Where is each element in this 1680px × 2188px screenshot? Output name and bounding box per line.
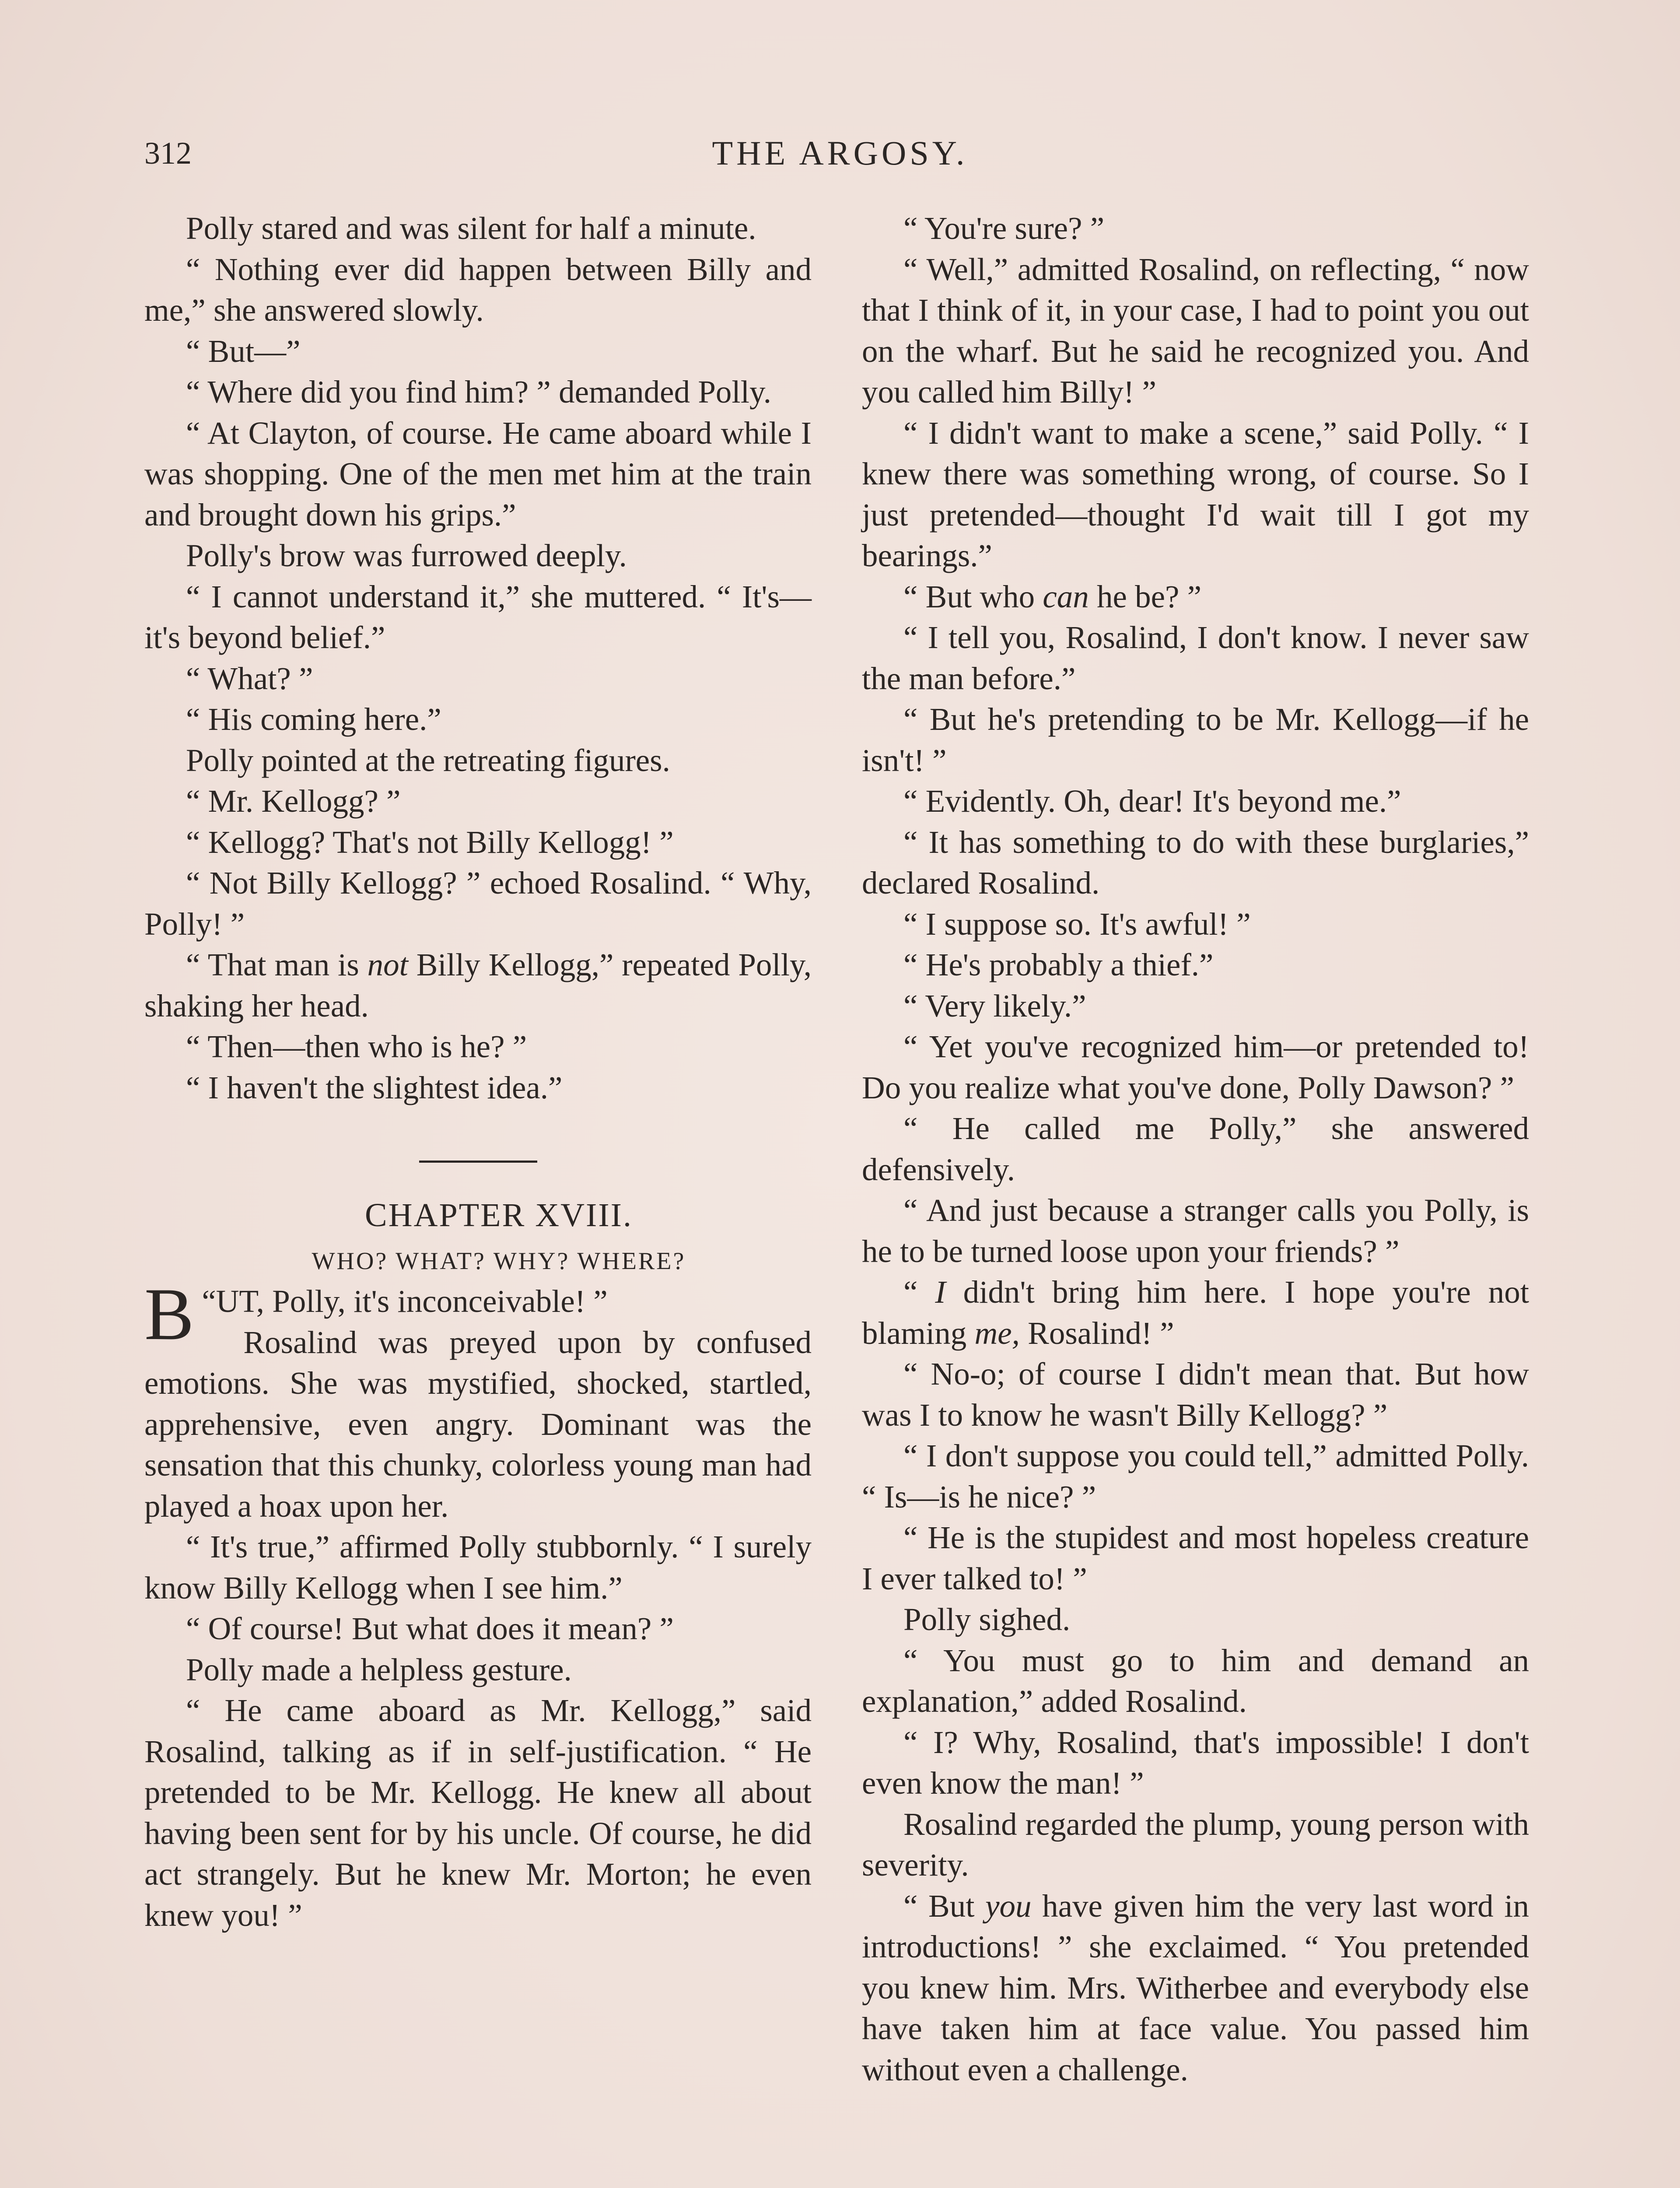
paragraph: “ I don't suppose you could tell,” admitted Polly. “ Is—is he nice? ” — [862, 1438, 1529, 1515]
paragraph: “ Kellogg? That's not Billy Kellogg! ” — [186, 824, 674, 860]
paragraph: “ I? Why, Rosalind, that's impossible! I don't even know the man! ” — [862, 1724, 1529, 1801]
paragraph — [862, 576, 1529, 617]
paragraph: “ I haven't the slightest idea.” — [186, 1069, 563, 1105]
dropcap-letter: B — [144, 1273, 194, 1355]
paragraph: “ Where did you find him? ” demanded Polly. — [186, 374, 771, 410]
paragraph: “ He is the stupidest and most hopeless creature I ever talked to! ” — [862, 1520, 1529, 1596]
text-run: didn't bring him here. I hope you're not blaming — [862, 1274, 1529, 1351]
paragraph — [144, 944, 812, 1026]
page-number: 312 — [144, 136, 192, 171]
paragraph: “ But—” — [186, 333, 301, 369]
dropcap-paragraph — [144, 1273, 812, 1355]
paragraph: “ But he's pretending to be Mr. Kellogg—if he isn't! ” — [862, 701, 1529, 778]
paragraph: “ Of course! But what does it mean? ” — [186, 1611, 674, 1646]
paragraph: “ He came aboard as Mr. Kellogg,” said Rosalind, talking as if in self-justification. “ He pretended to be Mr. Kellogg. He knew all about having been sent for by his uncle. Of course, he did act strangely. But he knew Mr. Morton; he even knew you! ” — [144, 1693, 812, 1933]
paragraph: “ I cannot understand it,” she muttered. “ It's—it's beyond belief.” — [144, 579, 812, 655]
text-run: “ But — [903, 1888, 986, 1924]
paragraph: “ He's probably a thief.” — [903, 947, 1214, 982]
emphasis: not — [367, 947, 408, 982]
text-run: Billy Kellogg,” repeated Polly, shaking her head. — [144, 947, 812, 1024]
paragraph: Rosalind regarded the plump, young person with severity. — [862, 1806, 1529, 1883]
dropcap-text: UT, Polly, it's inconceivable! ” — [216, 1283, 608, 1319]
paragraph: “ You must go to him and demand an explanation,” added Rosalind. — [862, 1642, 1529, 1719]
dropcap-quote: “ — [202, 1283, 216, 1319]
paragraph: Polly pointed at the retreating figures. — [186, 742, 670, 778]
paragraph: “ No-o; of course I didn't mean that. But how was I to know he wasn't Billy Kellogg? ” — [862, 1356, 1529, 1433]
paragraph: “ Yet you've recognized him—or pretended to! Do you realize what you've done, Polly Dawson? ” — [862, 1029, 1529, 1105]
left-column — [144, 208, 812, 1936]
text-run: “ But who — [903, 579, 1043, 614]
paragraph: “ I didn't want to make a scene,” said Polly. “ I knew there was something wrong, of course. So I just pretended—thought I'd wait till I got my bearings.” — [862, 415, 1529, 573]
text-run: Rosalind! ” — [1019, 1315, 1174, 1351]
paragraph: Polly stared and was silent for half a minute. — [186, 210, 756, 246]
emphasis: I — [935, 1274, 946, 1310]
paragraph: “ You're sure? ” — [903, 210, 1105, 246]
paragraph: “ At Clayton, of course. He came aboard while I was shopping. One of the men met him at the train and brought down his grips.” — [144, 415, 812, 533]
text-run: “ That man is — [186, 947, 368, 982]
text-run: have given him the very last word in introductions! ” she exclaimed. “ You pretended you knew him. Mrs. Witherbee and everybody else have taken him at face value. You passed him without even a challenge. — [862, 1888, 1529, 2087]
paragraph: Rosalind was preyed upon by confused emotions. She was mystified, shocked, startled, apprehensive, even angry. Dominant was the sensation that this chunky, colorless young man had played a hoax upon her. — [144, 1324, 812, 1524]
paragraph: “ And just because a stranger calls you Polly, is he to be turned loose upon your friends? ” — [862, 1192, 1529, 1269]
section-divider — [419, 1161, 537, 1163]
emphasis: me, — [974, 1315, 1020, 1351]
paragraph: “ Very likely.” — [903, 988, 1086, 1024]
chapter-subtitle: WHO? WHAT? WHY? WHERE? — [312, 1248, 686, 1275]
paragraph: “ It has something to do with these burglaries,” declared Rosalind. — [862, 824, 1529, 901]
paragraph: Polly sighed. — [903, 1602, 1071, 1637]
right-column — [862, 208, 1529, 2090]
paragraph: “ Then—then who is he? ” — [186, 1029, 527, 1064]
chapter-title: CHAPTER XVIII. — [365, 1197, 633, 1234]
page-header — [144, 131, 1536, 184]
paragraph: “ What? ” — [186, 660, 313, 696]
text-run: he be? ” — [1088, 579, 1202, 614]
paragraph: “ He called me Polly,” she answered defensively. — [862, 1111, 1529, 1187]
paragraph: “ I suppose so. It's awful! ” — [903, 906, 1251, 942]
paragraph: “ Mr. Kellogg? ” — [186, 783, 401, 819]
paragraph — [862, 1272, 1529, 1353]
paragraph: “ Nothing ever did happen between Billy and me,” she answered slowly. — [144, 251, 812, 328]
paragraph: “ Well,” admitted Rosalind, on reflecting, “ now that I think of it, in your case, I had to point you out on the wharf. But he said he recognized you. And you called him Billy! ” — [862, 251, 1529, 410]
running-title: THE ARGOSY. — [712, 134, 968, 172]
paragraph — [862, 1886, 1529, 2090]
paragraph: Polly's brow was furrowed deeply. — [186, 538, 627, 573]
text-run: “ — [903, 1274, 935, 1310]
paragraph: “ His coming here.” — [186, 701, 441, 737]
paragraph: “ It's true,” affirmed Polly stubbornly. “ I surely know Billy Kellogg when I see him.” — [144, 1529, 812, 1606]
emphasis: can — [1043, 579, 1089, 614]
paragraph: “ Not Billy Kellogg? ” echoed Rosalind. “ Why, Polly! ” — [144, 865, 812, 942]
paragraph: “ I tell you, Rosalind, I don't know. I never saw the man before.” — [862, 620, 1529, 696]
paragraph: “ Evidently. Oh, dear! It's beyond me.” — [903, 783, 1401, 819]
emphasis: you — [985, 1888, 1032, 1924]
paragraph: Polly made a helpless gesture. — [186, 1652, 572, 1687]
